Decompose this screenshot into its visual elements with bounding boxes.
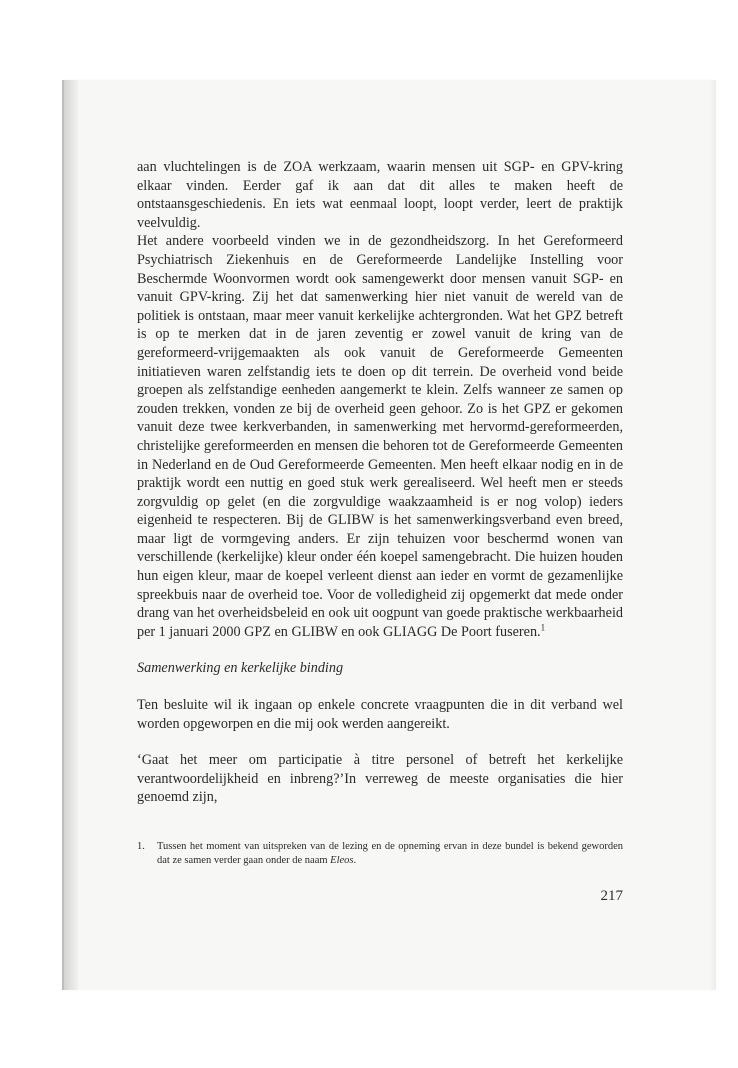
paragraph-2 [137, 232, 623, 641]
body-text [137, 158, 623, 807]
paragraph-2-text: Het andere voorbeeld vinden we in de gezondheidszorg. In het Gereformeerd Psychiatrisch Ziekenhuis en de Gereformeerde Landelijke Instelling voor Beschermde Woonvormen wordt ook samengewerkt door mensen vanuit SGP- en vanuit GPV-kring. Zij het dat samenwerking hier niet vanuit de wereld van de politiek is ontstaan, maar meer vanuit kerkelijke achtergronden. Wat het GPZ betreft is op te merken dat in de jaren zeventig er zowel vanuit de kring van de gereformeerd-vrijgemaakten als ook vanuit de Gereformeerde Gemeenten initiatieven waren zelfstandig iets te doen op dit terrein. De overheid vond beide groepen als zelfstandige eenheden aangemerkt te klein. Zelfs wanneer ze samen op zouden trekken, vonden ze bij de overheid geen gehoor. Zo is het GPZ er gekomen vanuit deze twee kerkverbanden, in samenwerking met hervormd-gereformeerden, christelijke gereformeerden en mensen die behoren tot de Gereformeerde Gemeenten in Nederland en de Oud Gereformeerde Gemeenten. Men heeft elkaar nodig en in de praktijk wordt een nuttig en goed stuk werk gerealiseerd. Wel heeft men er steeds zorgvuldig op gelet (en die zorgvuldige waakzaamheid is er nog volop) ieders eigenheid te respecteren. Bij de GLIBW is het samenwerkingsverband even breed, maar ligt de vormgeving anders. Er zijn tehuizen voor beschermd wonen van verschillende (kerkelijke) kleur onder één koepel samengebracht. Die huizen houden hun eigen kleur, maar de koepel verleent dienst aan ieder en vormt de gezamenlijke spreekbuis naar de overheid toe. Voor de volledigheid zij opgemerkt dat mede onder drang van het overheidsbeleid en ook uit oogpunt van goede praktische werkbaarheid per 1 januari 2000 GPZ en GLIBW en ook GLIAGG De Poort fuseren. [137, 233, 623, 640]
book-spine [62, 80, 78, 990]
footnote-name: Eleos [330, 855, 354, 866]
paragraph-4: ‘Gaat het meer om participatie à titre personel of betreft het kerkelijke verantwoordelijkheid en inbreng?’In verreweg de meeste organisaties die hier genoemd zijn, [137, 752, 623, 806]
footnote [137, 840, 623, 868]
section-heading: Samenwerking en kerkelijke binding [137, 660, 344, 677]
page-edge [710, 80, 716, 990]
paragraph-1: aan vluchtelingen is de ZOA werkzaam, waarin mensen uit SGP- en GPV-kring elkaar vinden. Eerder gaf ik aan dat dit alles te maken heeft de ontstaansgeschiedenis. En iets wat eenmaal loopt, loopt verder, leert de praktijk veelvuldig. [137, 159, 623, 231]
paragraph-3: Ten besluite wil ik ingaan op enkele concrete vraagpunten die in dit verband wel worden opgeworpen en die mij ook werden aangereikt. [137, 697, 623, 732]
page-number: 217 [600, 888, 623, 904]
book-page [62, 80, 716, 990]
footnote-text [157, 840, 623, 868]
footnote-number: 1. [137, 841, 145, 852]
footnote-body: Tussen het moment van uitspreken van de lezing en de opneming ervan in deze bundel is bekend geworden dat ze samen verder gaan onder de naam [157, 841, 623, 866]
footnote-end: . [353, 855, 357, 866]
footnote-reference[interactable]: 1 [540, 622, 546, 633]
